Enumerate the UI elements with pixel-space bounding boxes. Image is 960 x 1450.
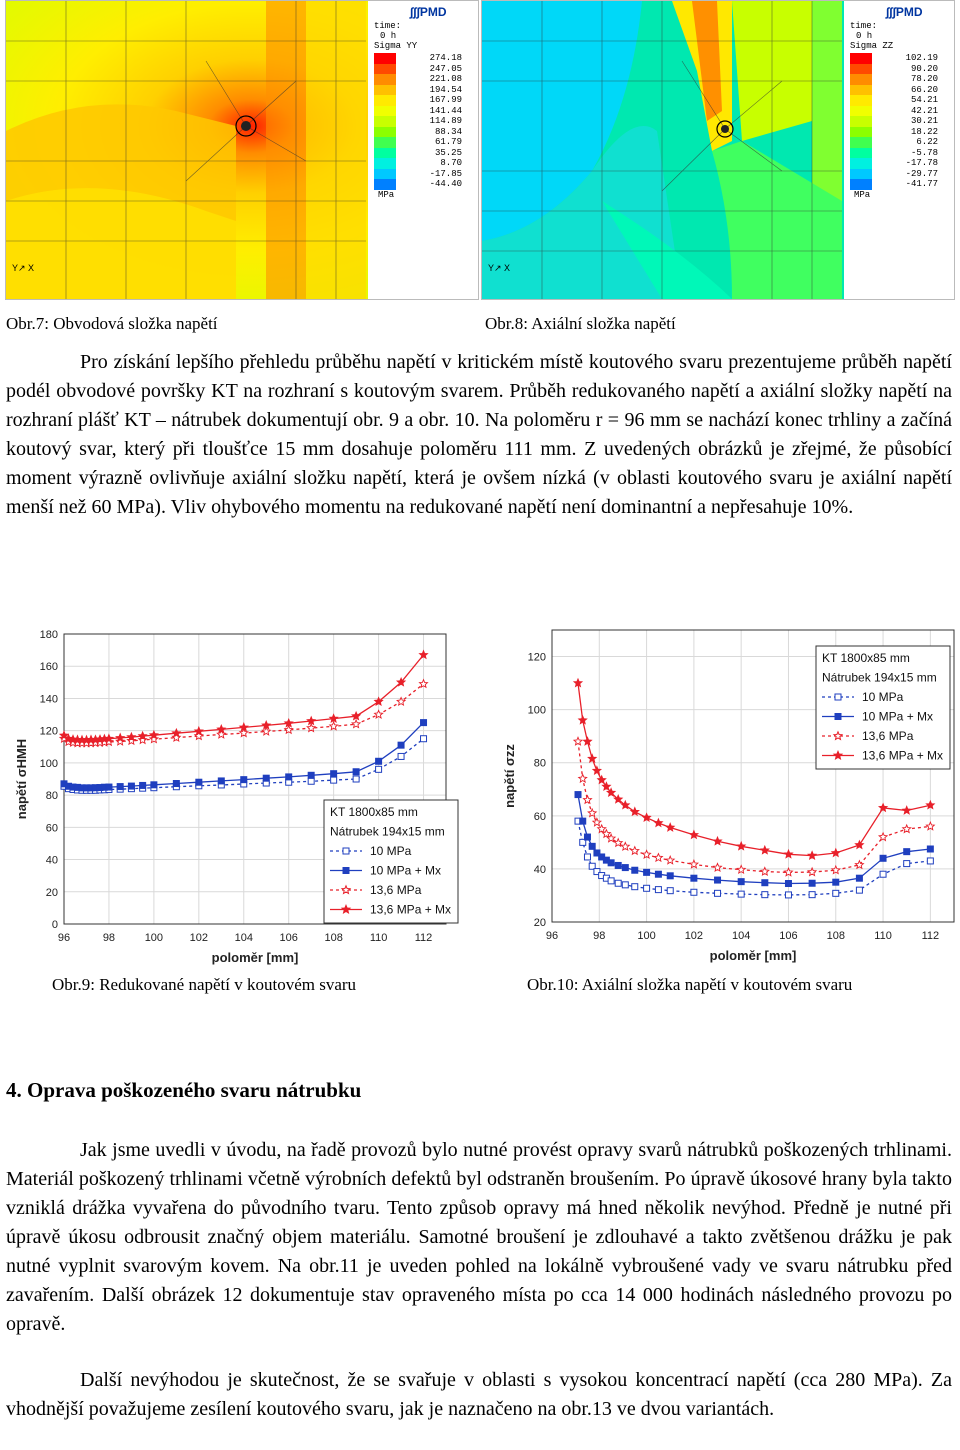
y-tick-label: 0 bbox=[51, 919, 58, 931]
y-tick-label: 60 bbox=[533, 810, 546, 823]
figure-7-caption: Obr.7: Obvodová složka napětí bbox=[6, 314, 218, 333]
data-point bbox=[420, 680, 428, 688]
x-tick-label: 100 bbox=[144, 932, 164, 944]
legend-marker bbox=[835, 694, 841, 700]
time-value: 0 h bbox=[380, 31, 397, 41]
data-point bbox=[140, 782, 146, 788]
data-point bbox=[926, 801, 934, 809]
legend-entry: 13,6 MPa + Mx bbox=[862, 748, 944, 763]
legend-level bbox=[850, 53, 950, 64]
data-point bbox=[375, 710, 383, 718]
data-point bbox=[809, 892, 815, 898]
data-point bbox=[737, 866, 745, 874]
legend-level bbox=[374, 64, 474, 75]
data-point bbox=[655, 871, 661, 877]
legend-header: Nátrubek 194x15 mm bbox=[822, 670, 937, 685]
data-point bbox=[879, 804, 887, 812]
legend-level bbox=[850, 85, 950, 96]
data-point bbox=[240, 729, 248, 737]
legend-value: -5.78 bbox=[910, 147, 938, 158]
x-tick-label: 98 bbox=[102, 932, 116, 944]
x-tick-label: 100 bbox=[637, 930, 656, 942]
legend-value: 6.22 bbox=[916, 137, 938, 148]
data-point bbox=[738, 891, 744, 897]
y-tick-label: 80 bbox=[533, 757, 546, 770]
legend-level bbox=[374, 158, 474, 169]
legend-value: 61.79 bbox=[434, 137, 462, 148]
legend-swatch bbox=[374, 137, 396, 148]
data-point bbox=[172, 729, 180, 737]
data-point bbox=[263, 775, 269, 781]
data-point bbox=[308, 772, 314, 778]
x-tick-label: 102 bbox=[189, 932, 209, 944]
data-point bbox=[622, 882, 628, 888]
paragraph-3 bbox=[6, 1366, 952, 1424]
legend-value: -44.40 bbox=[429, 179, 462, 190]
data-point bbox=[690, 831, 698, 839]
legend-level bbox=[850, 116, 950, 127]
x-tick-label: 106 bbox=[279, 932, 298, 944]
unit-label: MPa bbox=[854, 189, 871, 200]
data-point bbox=[631, 847, 639, 855]
paragraph-2-text: Jak jsme uvedli v úvodu, na řadě provozů bylo nutné provést opravy svarů nátrubků poškozených trhlinami. Materiál poškozený trhlinami včetně výrobních defektů byl odstraněn broušením. Po úpravě úkosové hrany byla takto vzniklá drážka vyvařena do původního tvaru. Tento způsob opravy má hned několik nevýhod. Předně je nutné při úpravě úkosu odbrousit značný objem materiálu. Samotné broušení je zdlouhavé a takto zvětšenou drážku je pak nutné vyplnit svarovým kovem. Na obr.11 je uveden pohled na lokálně vybroušené vady ve svaru nátrubku před zavařením. Další obrázek 12 dokumentuje stav opraveného místa po cca 14 000 hodinách následného provozu po opravě. bbox=[6, 1139, 952, 1335]
data-point bbox=[608, 860, 614, 866]
legend-value: 194.54 bbox=[429, 84, 462, 95]
legend-level bbox=[374, 137, 474, 148]
legend-level bbox=[374, 53, 474, 64]
data-point bbox=[588, 755, 596, 763]
data-point bbox=[632, 884, 638, 890]
data-point bbox=[691, 875, 697, 881]
section-heading: 4. Oprava poškozeného svaru nátrubku bbox=[6, 1078, 362, 1102]
data-point bbox=[580, 818, 586, 824]
data-point bbox=[584, 796, 592, 804]
data-point bbox=[195, 727, 203, 735]
data-point bbox=[589, 843, 595, 849]
data-point bbox=[762, 880, 768, 886]
data-point bbox=[240, 723, 248, 731]
legend-level bbox=[850, 74, 950, 85]
legend-marker bbox=[343, 848, 349, 854]
data-point bbox=[927, 858, 933, 864]
x-tick-label: 98 bbox=[593, 930, 606, 942]
data-point bbox=[173, 781, 179, 787]
legend-swatch bbox=[850, 179, 872, 190]
legend-swatch bbox=[374, 148, 396, 159]
x-tick-label: 102 bbox=[684, 930, 704, 942]
legend-value: 54.21 bbox=[910, 95, 938, 106]
data-point bbox=[654, 819, 662, 827]
x-tick-label: 110 bbox=[369, 932, 388, 944]
y-axis-label: napětí σHMH bbox=[14, 738, 29, 820]
data-point bbox=[666, 856, 674, 864]
data-point bbox=[631, 808, 639, 816]
x-tick-label: 112 bbox=[414, 932, 433, 944]
paragraph-2 bbox=[6, 1136, 952, 1339]
legend-marker bbox=[343, 868, 349, 874]
paragraph-1 bbox=[6, 348, 952, 522]
data-point bbox=[654, 854, 662, 862]
data-point bbox=[762, 892, 768, 898]
y-tick-label: 120 bbox=[527, 651, 546, 664]
data-point bbox=[353, 776, 359, 782]
data-point bbox=[353, 769, 359, 775]
legend-value: 114.89 bbox=[429, 116, 462, 127]
legend-value: 18.22 bbox=[910, 126, 938, 137]
data-point bbox=[241, 777, 247, 783]
legend-swatch bbox=[850, 158, 872, 169]
x-tick-label: 106 bbox=[779, 930, 798, 942]
legend-entry: 10 MPa + Mx bbox=[862, 709, 934, 724]
data-point bbox=[584, 834, 590, 840]
legend-value: 88.34 bbox=[434, 126, 462, 137]
data-point bbox=[761, 846, 769, 854]
legend-level bbox=[374, 169, 474, 180]
legend-swatch bbox=[850, 127, 872, 138]
data-point bbox=[621, 842, 629, 850]
legend-level bbox=[374, 116, 474, 127]
data-point bbox=[608, 878, 614, 884]
legend-level bbox=[374, 74, 474, 85]
legend-swatch bbox=[850, 148, 872, 159]
time-value: 0 h bbox=[856, 31, 873, 41]
y-tick-label: 20 bbox=[45, 886, 58, 899]
data-point bbox=[644, 885, 650, 891]
legend-value: 167.99 bbox=[429, 95, 462, 106]
data-point bbox=[926, 822, 934, 830]
legend-level bbox=[374, 127, 474, 138]
data-point bbox=[579, 716, 587, 724]
data-point bbox=[352, 712, 360, 720]
y-tick-label: 40 bbox=[533, 863, 546, 876]
y-axis-label: napětí σzz bbox=[502, 744, 517, 808]
data-point bbox=[903, 825, 911, 833]
legend-level bbox=[850, 169, 950, 180]
y-tick-label: 180 bbox=[39, 629, 58, 641]
legend-entry: 13,6 MPa + Mx bbox=[370, 902, 452, 917]
data-point bbox=[880, 871, 886, 877]
data-point bbox=[785, 881, 791, 887]
data-point bbox=[217, 725, 225, 733]
data-point bbox=[856, 875, 862, 881]
x-tick-label: 104 bbox=[731, 930, 751, 942]
data-point bbox=[903, 806, 911, 814]
legend-swatch bbox=[374, 53, 396, 64]
paragraph-3-text: Další nevýhodou je skutečnost, že se svařuje v oblasti s vysokou koncentrací napětí (cca 280 MPa). Za vhodnější považujeme zesílení koutového svaru, jak je naznačeno na obr.13 ve dvou variantách. bbox=[6, 1369, 952, 1420]
data-point bbox=[330, 722, 338, 730]
legend-swatch bbox=[374, 179, 396, 190]
legend-header: KT 1800x85 mm bbox=[822, 651, 910, 665]
data-point bbox=[352, 720, 360, 728]
legend-level bbox=[850, 95, 950, 106]
legend-level bbox=[374, 95, 474, 106]
data-point bbox=[622, 865, 628, 871]
unit-label: MPa bbox=[378, 189, 395, 200]
legend-value: 90.20 bbox=[910, 63, 938, 74]
data-point bbox=[714, 837, 722, 845]
data-point bbox=[398, 753, 404, 759]
legend-value: -17.85 bbox=[429, 168, 462, 179]
data-point bbox=[904, 849, 910, 855]
legend-swatch bbox=[850, 74, 872, 85]
legend-swatch bbox=[374, 106, 396, 117]
data-point bbox=[809, 880, 815, 886]
data-point bbox=[667, 873, 673, 879]
legend-value: 102.19 bbox=[905, 53, 938, 64]
data-point bbox=[128, 783, 134, 789]
legend-value: 221.08 bbox=[429, 74, 462, 85]
data-point bbox=[308, 778, 314, 784]
y-tick-label: 80 bbox=[45, 790, 58, 803]
data-point bbox=[785, 850, 793, 858]
quantity-label: Sigma YY bbox=[374, 41, 418, 51]
data-point bbox=[106, 784, 112, 790]
data-point bbox=[632, 867, 638, 873]
data-point bbox=[643, 850, 651, 858]
y-tick-label: 60 bbox=[45, 822, 58, 835]
legend-level bbox=[850, 148, 950, 159]
x-tick-label: 104 bbox=[234, 932, 253, 944]
quantity-label: Sigma ZZ bbox=[850, 41, 894, 51]
legend-swatch bbox=[850, 85, 872, 96]
figure-9-caption: Obr.9: Redukované napětí v koutovém svaru bbox=[52, 975, 357, 994]
paragraph-1-text: Pro získání lepšího přehledu průběhu napětí v kritickém místě koutového svaru prezentujeme průběh napětí podél obvodové površky KT na rozhraní s koutovým svarem. Průběh redukovaného napětí a axiální složky napětí na rozhraní plášť KT – nátrubek dokumentují obr. 9 a obr. 10. Na poloměru r = 96 mm se nachází konec trhliny a začíná koutový svar, který při tloušťce 15 mm dosahuje poloměru 111 mm. Z uvedených obrázků je zřejmé, že působící moment výrazně ovlivňuje axiální složku napětí, která je ovšem nízká (v oblasti koutového svaru je axiální napětí menší než 60 MPa). Vliv ohybového momentu na redukované napětí není dominantní a nepřesahuje 10%. bbox=[6, 351, 952, 518]
y-tick-label: 100 bbox=[39, 757, 58, 770]
data-point bbox=[832, 866, 840, 874]
legend-level bbox=[374, 106, 474, 117]
legend-level bbox=[850, 127, 950, 138]
data-point bbox=[218, 778, 224, 784]
x-axis-label: poloměr [mm] bbox=[709, 948, 797, 963]
legend-level bbox=[374, 148, 474, 159]
legend-swatch bbox=[374, 74, 396, 85]
data-point bbox=[376, 758, 382, 764]
data-point bbox=[615, 862, 621, 868]
legend-swatch bbox=[374, 127, 396, 138]
data-point bbox=[666, 823, 674, 831]
legend-header: KT 1800x85 mm bbox=[330, 805, 418, 819]
data-point bbox=[196, 779, 202, 785]
legend-entry: 10 MPa + Mx bbox=[370, 863, 442, 878]
legend-value: 78.20 bbox=[910, 74, 938, 85]
legend-swatch bbox=[850, 106, 872, 117]
pmd-logo: PMD bbox=[895, 5, 923, 19]
x-tick-label: 108 bbox=[324, 932, 343, 944]
figure-10-caption: Obr.10: Axiální složka napětí v koutovém svaru bbox=[527, 975, 853, 994]
data-point bbox=[262, 721, 270, 729]
legend-level bbox=[850, 179, 950, 190]
data-point bbox=[856, 887, 862, 893]
legend-value: 30.21 bbox=[910, 116, 938, 127]
legend-swatch bbox=[374, 95, 396, 106]
axis-triad-icon: Y↗ X bbox=[488, 263, 511, 273]
data-point bbox=[307, 717, 315, 725]
time-label: time: bbox=[850, 21, 878, 31]
data-point bbox=[714, 863, 722, 871]
legend-entry: 13,6 MPa bbox=[370, 883, 422, 897]
legend-marker bbox=[835, 714, 841, 720]
x-tick-label: 112 bbox=[921, 930, 940, 942]
data-point bbox=[655, 887, 661, 893]
data-point bbox=[667, 888, 673, 894]
data-point bbox=[330, 714, 338, 722]
data-point bbox=[690, 860, 698, 868]
legend-value: 66.20 bbox=[910, 84, 938, 95]
legend-swatch bbox=[374, 85, 396, 96]
y-tick-label: 100 bbox=[527, 704, 546, 717]
legend-value: -29.77 bbox=[905, 168, 938, 179]
fe-plot-sigma-zz bbox=[481, 0, 955, 300]
data-point bbox=[574, 737, 582, 745]
y-tick-label: 140 bbox=[39, 693, 58, 706]
fe-legend-left: ∫∫∫PMD time: 0 h Sigma YY 274.18 247.05 221.08 194.54 167.99 141.44 114.89 88.34 61.79 35.25 8.70 -17.85 -44.40 MPa bbox=[374, 5, 474, 200]
chart-axial-stress bbox=[482, 620, 960, 975]
legend-swatch bbox=[850, 169, 872, 180]
data-point bbox=[575, 792, 581, 798]
pmd-logo: PMD bbox=[419, 5, 447, 19]
data-point bbox=[691, 889, 697, 895]
data-point bbox=[643, 814, 651, 822]
legend-swatch bbox=[850, 137, 872, 148]
data-point bbox=[398, 742, 404, 748]
legend-entry: 13,6 MPa bbox=[862, 729, 914, 743]
legend-value: -17.78 bbox=[905, 158, 938, 169]
data-point bbox=[880, 855, 886, 861]
legend-value: 141.44 bbox=[429, 105, 462, 116]
legend-level bbox=[374, 85, 474, 96]
legend-level bbox=[374, 179, 474, 190]
data-point bbox=[421, 720, 427, 726]
legend-header: Nátrubek 194x15 mm bbox=[330, 824, 445, 839]
y-tick-label: 20 bbox=[533, 917, 546, 929]
legend-swatch bbox=[850, 95, 872, 106]
data-point bbox=[331, 777, 337, 783]
legend-value: 247.05 bbox=[429, 63, 462, 74]
axis-triad-icon: Y↗ X bbox=[12, 263, 35, 273]
y-tick-label: 160 bbox=[39, 661, 58, 674]
data-point bbox=[737, 842, 745, 850]
legend-level bbox=[850, 106, 950, 117]
legend-swatch bbox=[374, 158, 396, 169]
x-tick-label: 110 bbox=[874, 930, 892, 942]
data-point bbox=[833, 879, 839, 885]
data-point bbox=[421, 736, 427, 742]
legend-value: -41.77 bbox=[905, 179, 938, 190]
data-point bbox=[832, 849, 840, 857]
series-line bbox=[578, 821, 930, 895]
legend-value: 274.18 bbox=[429, 53, 462, 64]
data-point bbox=[584, 854, 590, 860]
legend-swatch bbox=[374, 169, 396, 180]
data-point bbox=[715, 890, 721, 896]
legend-level bbox=[850, 158, 950, 169]
data-point bbox=[286, 774, 292, 780]
data-point bbox=[644, 869, 650, 875]
data-point bbox=[579, 775, 587, 783]
data-point bbox=[117, 784, 123, 790]
data-point bbox=[584, 737, 592, 745]
data-point bbox=[785, 892, 791, 898]
data-point bbox=[715, 877, 721, 883]
data-point bbox=[376, 766, 382, 772]
data-point bbox=[420, 651, 428, 659]
fe-plot-sigma-yy bbox=[5, 0, 479, 300]
legend-value: 42.21 bbox=[910, 105, 938, 116]
chart-reduced-stress bbox=[0, 620, 478, 975]
legend-swatch bbox=[374, 116, 396, 127]
x-axis-label: poloměr [mm] bbox=[211, 950, 299, 965]
legend-entry: 10 MPa bbox=[370, 844, 412, 858]
data-point bbox=[331, 771, 337, 777]
legend-level bbox=[850, 64, 950, 75]
figure-8-caption: Obr.8: Axiální složka napětí bbox=[485, 314, 676, 333]
x-tick-label: 96 bbox=[545, 930, 559, 942]
data-point bbox=[615, 880, 621, 886]
x-tick-label: 96 bbox=[57, 932, 71, 944]
data-point bbox=[855, 861, 863, 869]
y-tick-label: 40 bbox=[45, 854, 58, 867]
legend-swatch bbox=[850, 64, 872, 75]
data-point bbox=[574, 679, 582, 687]
legend-swatch bbox=[850, 116, 872, 127]
legend-swatch bbox=[850, 53, 872, 64]
x-tick-label: 108 bbox=[826, 930, 845, 942]
data-point bbox=[833, 890, 839, 896]
data-point bbox=[285, 719, 293, 727]
fe-legend-right: ∫∫∫PMD time: 0 h Sigma ZZ 102.19 90.20 78.20 66.20 54.21 42.21 30.21 18.22 6.22 -5.78 -17.78 -29.77 -41.77 MPa bbox=[850, 5, 950, 200]
legend-value: 8.70 bbox=[440, 158, 462, 169]
data-point bbox=[808, 851, 816, 859]
time-label: time: bbox=[374, 21, 402, 31]
data-point bbox=[151, 782, 157, 788]
data-point bbox=[904, 861, 910, 867]
legend-swatch bbox=[374, 64, 396, 75]
data-point bbox=[927, 846, 933, 852]
data-point bbox=[738, 879, 744, 885]
legend-entry: 10 MPa bbox=[862, 690, 904, 704]
legend-value: 35.25 bbox=[434, 147, 462, 158]
data-point bbox=[855, 841, 863, 849]
data-point bbox=[879, 833, 887, 841]
legend-level bbox=[850, 137, 950, 148]
y-tick-label: 120 bbox=[39, 725, 58, 738]
